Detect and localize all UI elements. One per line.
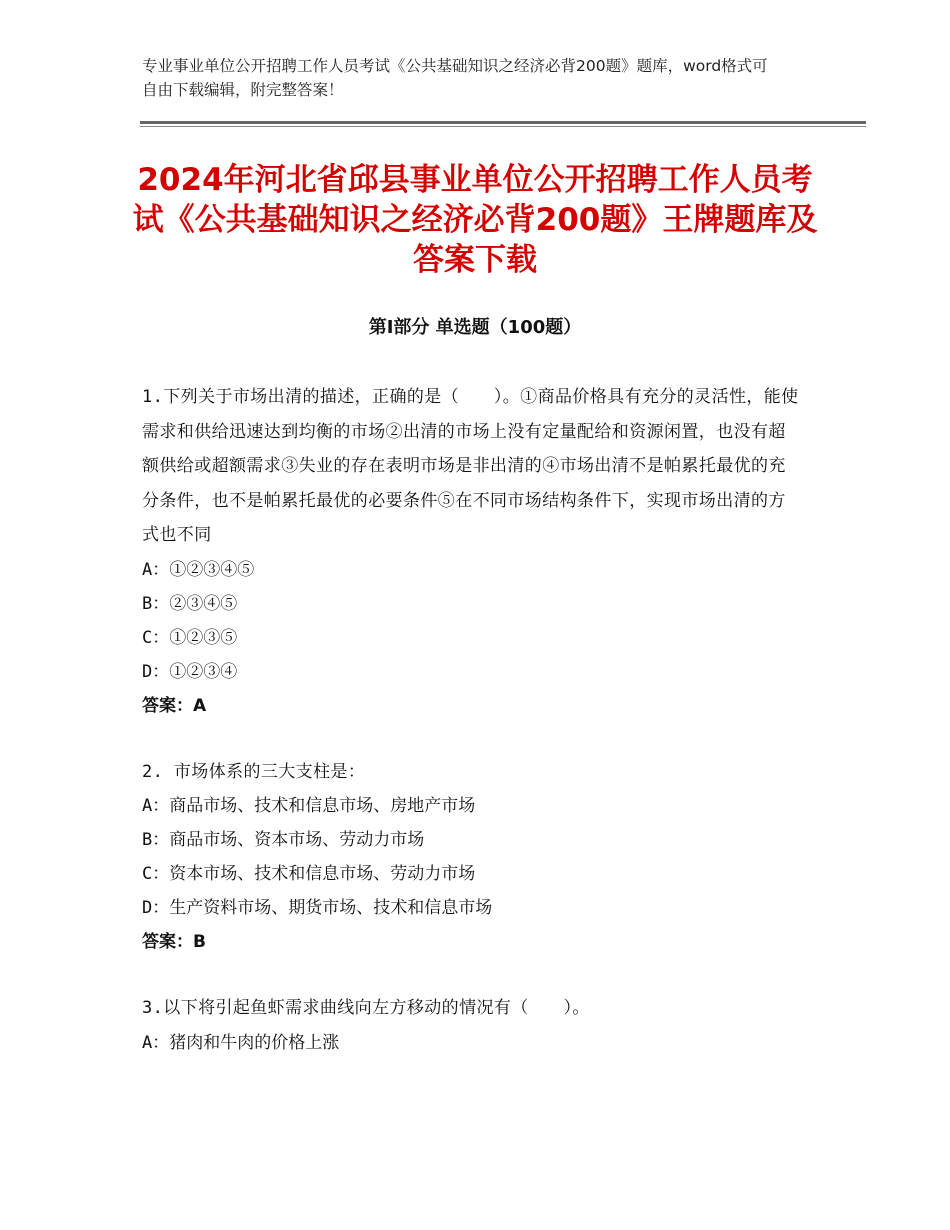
question-stem: 1.下列关于市场出清的描述，正确的是（ ）。①商品价格具有充分的灵活性，能使需求和供给迅速达到均衡的市场②出清的市场上没有定量配给和资源闲置，也没有超额供给或超额需求③失业的存在表明市场是非出清的④市场出清不是帕累托最优的充分条件，也不是帕累托最优的必要条件⑤在不同市场结构条件下，实现市场出清的方式也不同 xyxy=(142,387,799,545)
question-stem: 2. 市场体系的三大支柱是： xyxy=(142,761,366,782)
option-a: A：商品市场、技术和信息市场、房地产市场 xyxy=(142,796,476,816)
header-rule-thick xyxy=(140,121,866,124)
option-b: B：商品市场、资本市场、劳动力市场 xyxy=(142,830,425,850)
question-3 xyxy=(142,991,802,1060)
option-c: C：①②③⑤ xyxy=(142,627,238,648)
header-rule-thin xyxy=(140,126,866,127)
option-a: A：①②③④⑤ xyxy=(142,559,255,580)
spacer xyxy=(142,723,802,755)
header-note: 专业事业单位公开招聘工作人员考试《公共基础知识之经济必背200题》题库，word格式可自由下载编辑，附完整答案！ xyxy=(142,57,768,99)
question-list xyxy=(142,380,802,1060)
question-stem: 3.以下将引起鱼虾需求曲线向左方移动的情况有（ ）。 xyxy=(142,998,590,1018)
section-heading: 第Ⅰ部分 单选题（100题） xyxy=(368,317,582,338)
option-c: C：资本市场、技术和信息市场、劳动力市场 xyxy=(142,864,476,884)
question-1 xyxy=(142,380,802,723)
answer: 答案：B xyxy=(142,932,206,952)
option-a: A：猪肉和牛肉的价格上涨 xyxy=(142,1032,340,1053)
spacer xyxy=(142,959,802,991)
option-b: B：②③④⑤ xyxy=(142,593,238,614)
answer: 答案：A xyxy=(142,695,207,716)
question-2 xyxy=(142,755,802,960)
option-d: D：生产资料市场、期货市场、技术和信息市场 xyxy=(142,898,493,918)
document-title: 2024年河北省邱县事业单位公开招聘工作人员考试《公共基础知识之经济必背200题》王牌题库及答案下载 xyxy=(132,162,818,278)
option-d: D：①②③④ xyxy=(142,661,238,682)
